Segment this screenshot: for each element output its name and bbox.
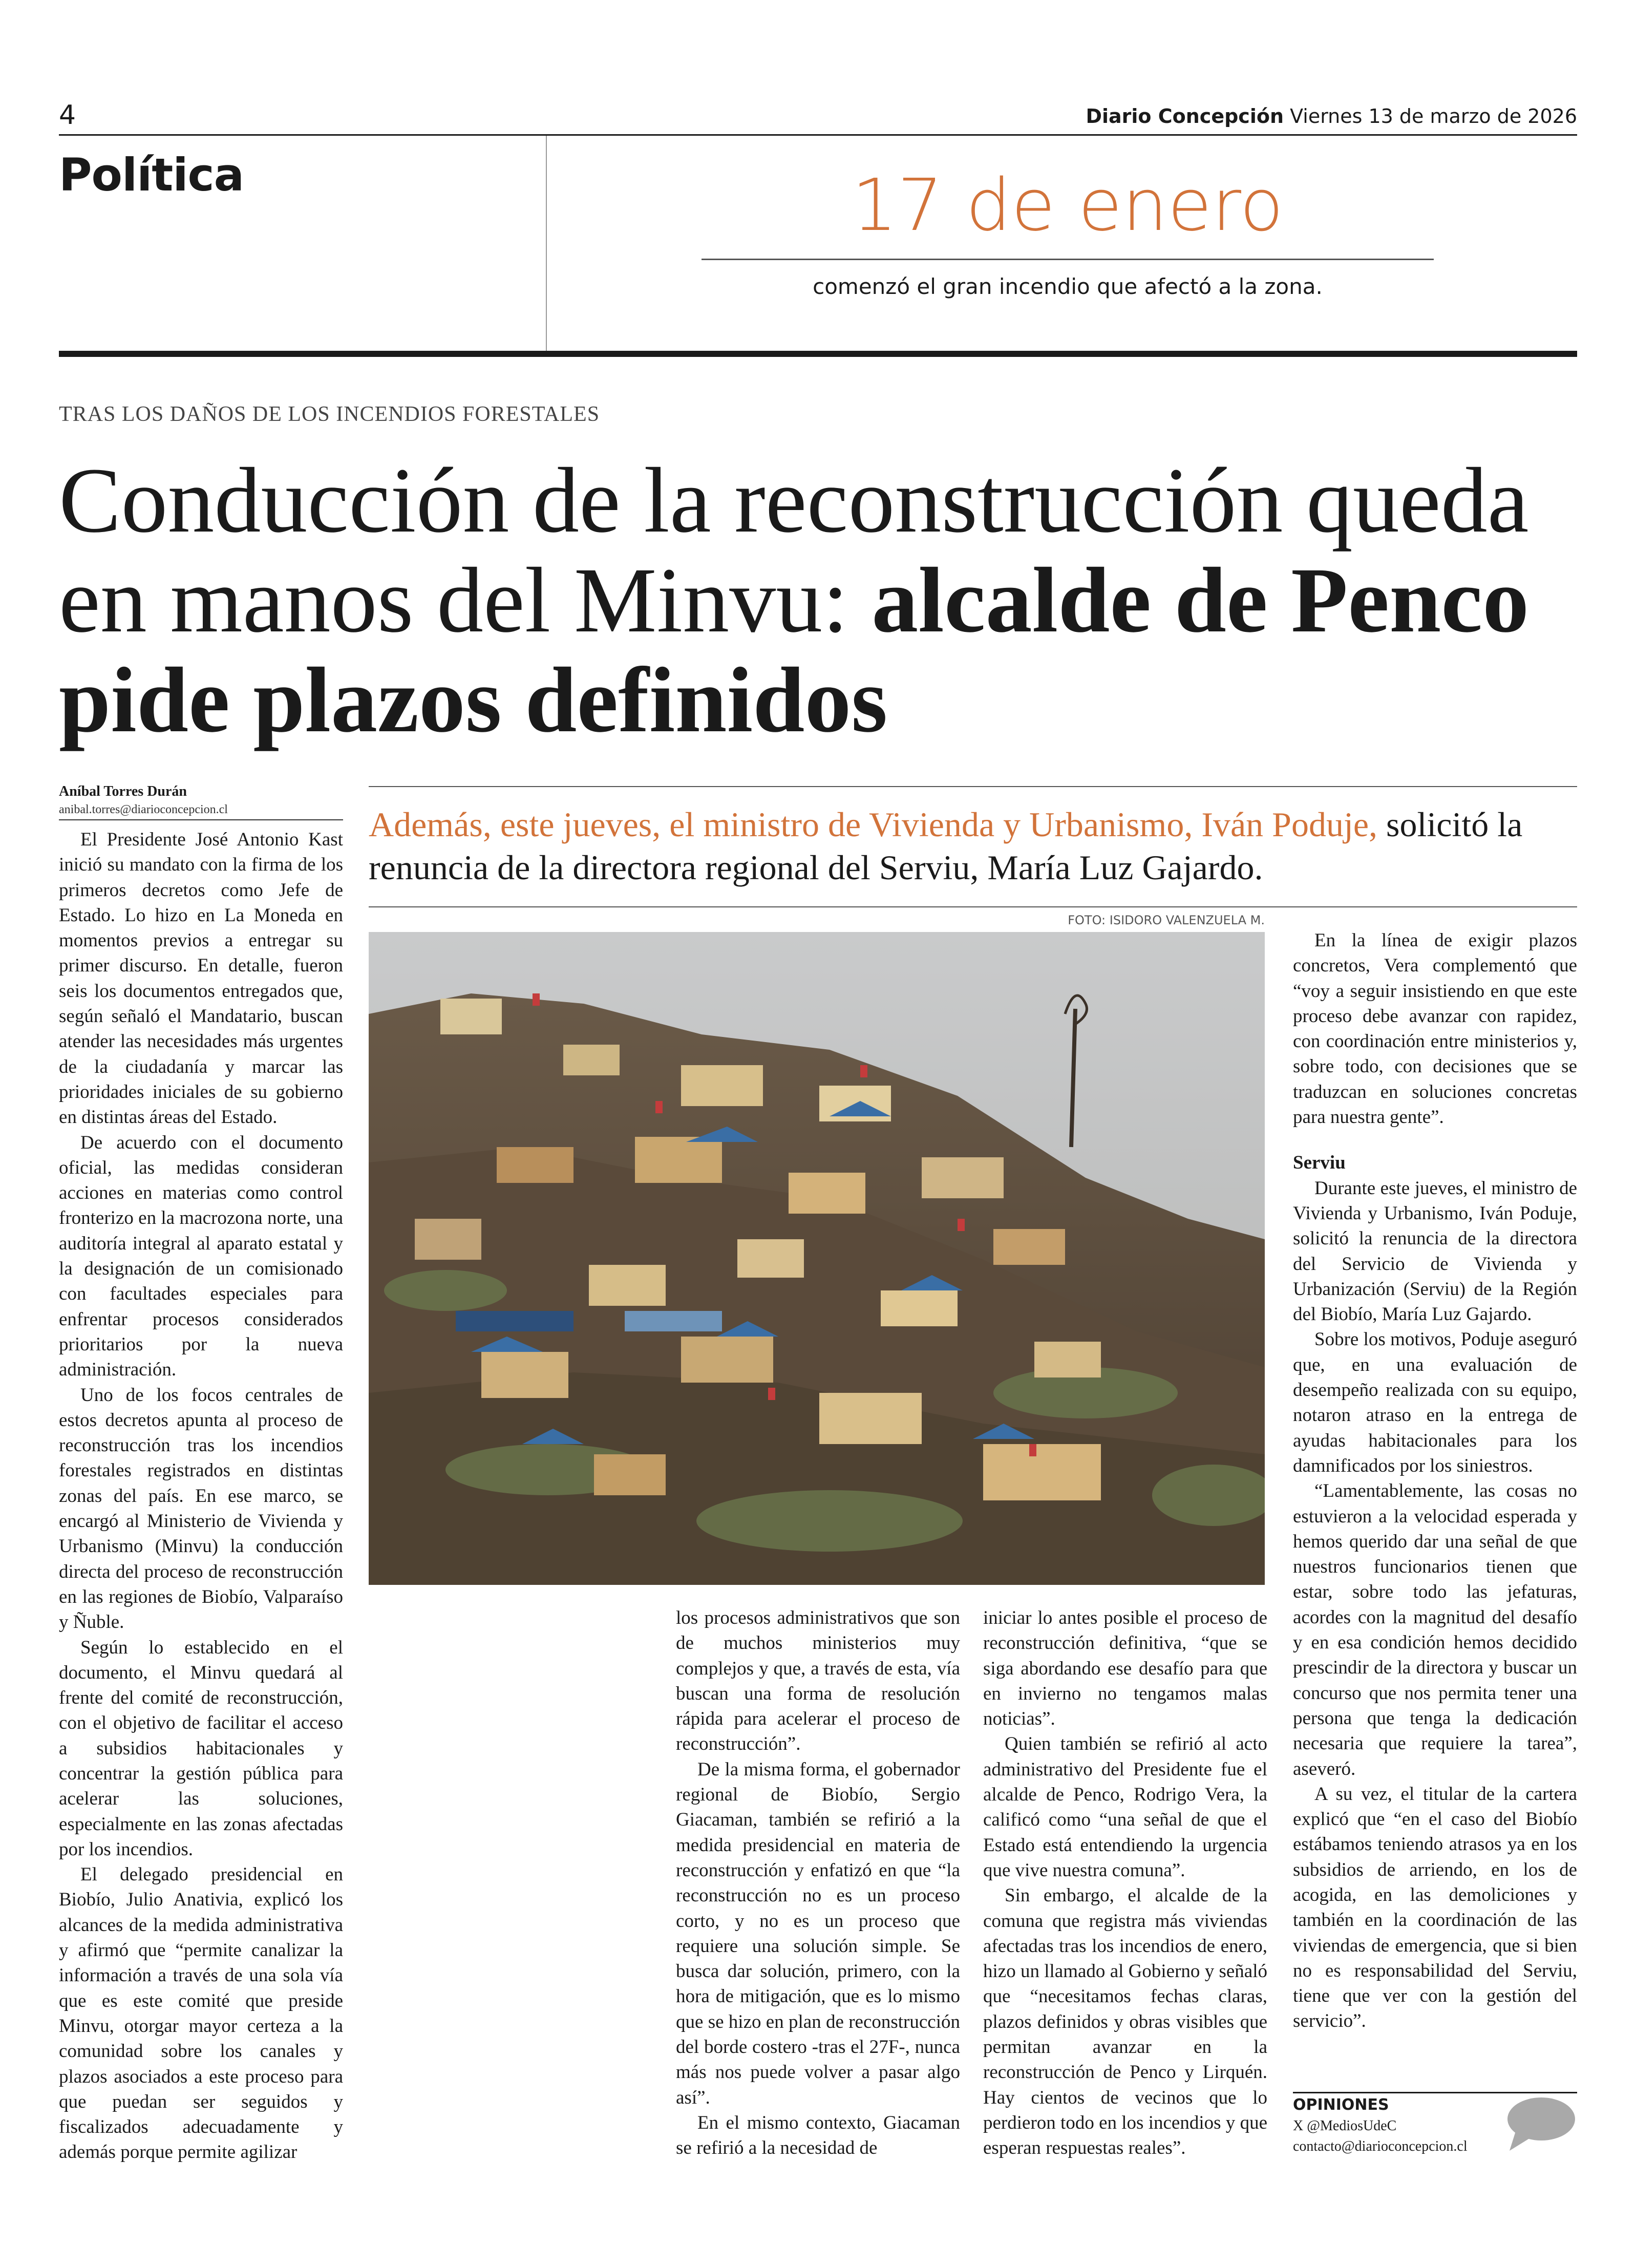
deck-rule-bottom xyxy=(369,906,1577,907)
section-divider xyxy=(546,136,547,351)
top-rule xyxy=(59,134,1577,136)
paragraph: De la misma forma, el gobernador regional de Biobío, Sergio Giacaman, también se refirió a la medida presidencial en materia de reconstrucción y enfatizó en que “la reconstrucción no es un proceso corto, y no es un proceso que requiere una solución simple. Se busca dar solución, primero, con la hora de mitigación, que es lo mismo que se hizo en plan de reconstrucción del borde costero -tras el 27F-, nunca más nos puede volver a pasar algo así”. xyxy=(676,1758,960,2108)
issue-date: Viernes 13 de marzo de 2026 xyxy=(1290,105,1577,128)
headline-regular: Conducción de la reconstrucción queda en manos del Minvu: xyxy=(59,449,1529,652)
paragraph: El delegado presidencial en Biobío, Julio Anativia, explicó los alcances de la medida administrativa y afirmó que “permite canalizar la información a través de una sola vía que es este comité que preside Minvu, otorgar mayor certeza a la comunidad sobre los canales y plazos asociados a este proceso para que puedan ser seguidos y fiscalizados adecuadamente y además porque permite agilizar xyxy=(59,1864,343,2163)
speech-bubble-icon xyxy=(1504,2095,1576,2152)
kicker: TRAS LOS DAÑOS DE LOS INCENDIOS FORESTALES xyxy=(59,402,600,426)
paragraph: El Presidente José Antonio Kast inició su mandato con la firma de los primeros decretos como Jefe de Estado. Lo hizo en La Moneda en momentos previos a entregar su primer discurso. En detalle, fueron seis los documentos entregados que, según señaló el Mandatario, buscan atender las necesidades más urgentes de la ciudadanía y marcar las prioridades iniciales de su gobierno en distintas áreas del Estado. xyxy=(59,829,343,1128)
opinions-title: OPINIONES xyxy=(1293,2096,1389,2114)
stat-value: 17 de enero xyxy=(852,164,1284,247)
page-number: 4 xyxy=(59,100,76,131)
article-column-3 xyxy=(983,1605,1267,2161)
opinions-rule xyxy=(1293,2092,1577,2093)
section-thick-rule xyxy=(59,351,1577,357)
deck-rule-top xyxy=(369,786,1577,787)
paragraph: Quien también se refirió al acto administrativo del Presidente fue el alcalde de Penco, Rodrigo Vera, la calificó como “una señal de que el Estado está entendiendo la urgencia que vive nuestra comuna”. xyxy=(983,1733,1267,1881)
paragraph: Sobre los motivos, Poduje aseguró que, en una evaluación de desempeño realizada con su equipo, notaron atraso en la entrega de ayudas habitacionales para los damnificados por los siniestros. xyxy=(1293,1329,1577,1476)
article-photo xyxy=(369,932,1265,1585)
deck-accent: Además, este jueves, el ministro de Vivienda y Urbanismo, Iván Poduje, xyxy=(369,805,1378,844)
paragraph: “Lamentablemente, las cosas no estuvieron a la velocidad esperada y hemos querido dar una señal de que nuestros funcionarios tienen que estar, sobre todo las jefaturas, acordes con la magnitud del desafío y en esa condición hemos decidido prescindir de la directora y buscar un concurso que nos permita tener una persona que tenga la dedicación necesaria que requiere la tarea”, aseveró. xyxy=(1293,1480,1577,1779)
paragraph: Durante este jueves, el ministro de Vivienda y Urbanismo, Iván Poduje, solicitó la renuncia de la directora del Servicio de Vivienda y Urbanización (Serviu) de la Región del Biobío, María Luz Gajardo. xyxy=(1293,1177,1577,1325)
article-column-2 xyxy=(676,1605,960,2161)
paragraph: iniciar lo antes posible el proceso de reconstrucción definitiva, “que se siga abordando ese desafío para que en invierno no tengamos malas noticias”. xyxy=(983,1607,1267,1730)
paragraph: Según lo establecido en el documento, el Minvu quedará al frente del comité de reconstrucción, con el objetivo de facilitar el acceso a subsidios habitacionales y concentrar la gestión pública para acelerar las soluciones, especialmente en las zonas afectadas por los incendios. xyxy=(59,1637,343,1860)
opinions-email[interactable]: contacto@diarioconcepcion.cl xyxy=(1293,2138,1468,2154)
paragraph: A su vez, el titular de la cartera explicó que “en el caso del Biobío estábamos teniendo atrasos ya en los subsidios de arriendo, en los de acogida, en las demoliciones y también en la coordinación de las viviendas de emergencia, que si bien no es responsabilidad del Serviu, tiene que ver con la gestión del servicio”. xyxy=(1293,1783,1577,2032)
headline-bold: alcalde de Penco pide plazos definidos xyxy=(59,549,1529,752)
stat-rule xyxy=(702,259,1434,260)
deck xyxy=(369,803,1577,889)
byline-email[interactable]: anibal.torres@diarioconcepcion.cl xyxy=(59,803,228,816)
paragraph: Uno de los focos centrales de estos decretos apunta al proceso de reconstrucción tras los incendios forestales registrados en distintas zonas del país. En ese marco, se encargó al Ministerio de Vivienda y Urbanismo (Minvu) la conducción directa del proceso de reconstrucción en las regiones de Biobío, Valparaíso y Ñuble. xyxy=(59,1384,343,1633)
byline-name: Aníbal Torres Durán xyxy=(59,783,187,799)
opinions-x-handle[interactable]: X @MediosUdeC xyxy=(1293,2118,1397,2134)
paragraph: los procesos administrativos que son de muchos ministerios muy complejos y que, a través de esta, vía buscan una forma de resolución rápida para acelerar el proceso de reconstrucción”. xyxy=(676,1607,960,1755)
section-title: Política xyxy=(59,149,244,201)
deck-rest: solicitó la renuncia de la directora regional del Serviu, María Luz Gajardo. xyxy=(369,805,1523,887)
paragraph: Sin embargo, el alcalde de la comuna que registra más viviendas afectadas tras los incendios de enero, hizo un llamado al Gobierno y señaló que “necesitamos fechas claras, plazos definidos y obras visibles que permitan avanzar en la reconstrucción de Penco y Lirquén. Hay cientos de vecinos que lo perdieron todo en los incendios y que esperan respuestas reales”. xyxy=(983,1885,1267,2159)
paragraph: En la línea de exigir plazos concretos, Vera complementó que “voy a seguir insistiendo en que este proceso debe avanzar con rapidez, con coordinación entre ministerios y, sobre todo, con decisiones que se traduzcan en soluciones concretas para nuestra gente”. xyxy=(1293,930,1577,1128)
article-column-4 xyxy=(1293,928,1577,2034)
photo-credit: FOTO: ISIDORO VALENZUELA M. xyxy=(1068,913,1265,927)
paragraph: En el mismo contexto, Giacaman se refirió a la necesidad de xyxy=(676,2112,960,2159)
article-column-1 xyxy=(59,827,343,2165)
subhead-serviu: Serviu xyxy=(1293,1152,1346,1174)
masthead xyxy=(1086,105,1577,128)
headline xyxy=(59,451,1585,750)
byline-rule xyxy=(59,819,343,820)
paragraph: De acuerdo con el documento oficial, las medidas consideran acciones en materias como control fronterizo en la macrozona norte, una auditoría integral al aparato estatal y la designación de un comisionado con facultades especiales para enfrentar procesos considerados prioritarios por la nueva administración. xyxy=(59,1132,343,1381)
stat-caption: comenzó el gran incendio que afectó a la zona. xyxy=(813,274,1323,299)
newspaper-name: Diario Concepción xyxy=(1086,105,1284,128)
